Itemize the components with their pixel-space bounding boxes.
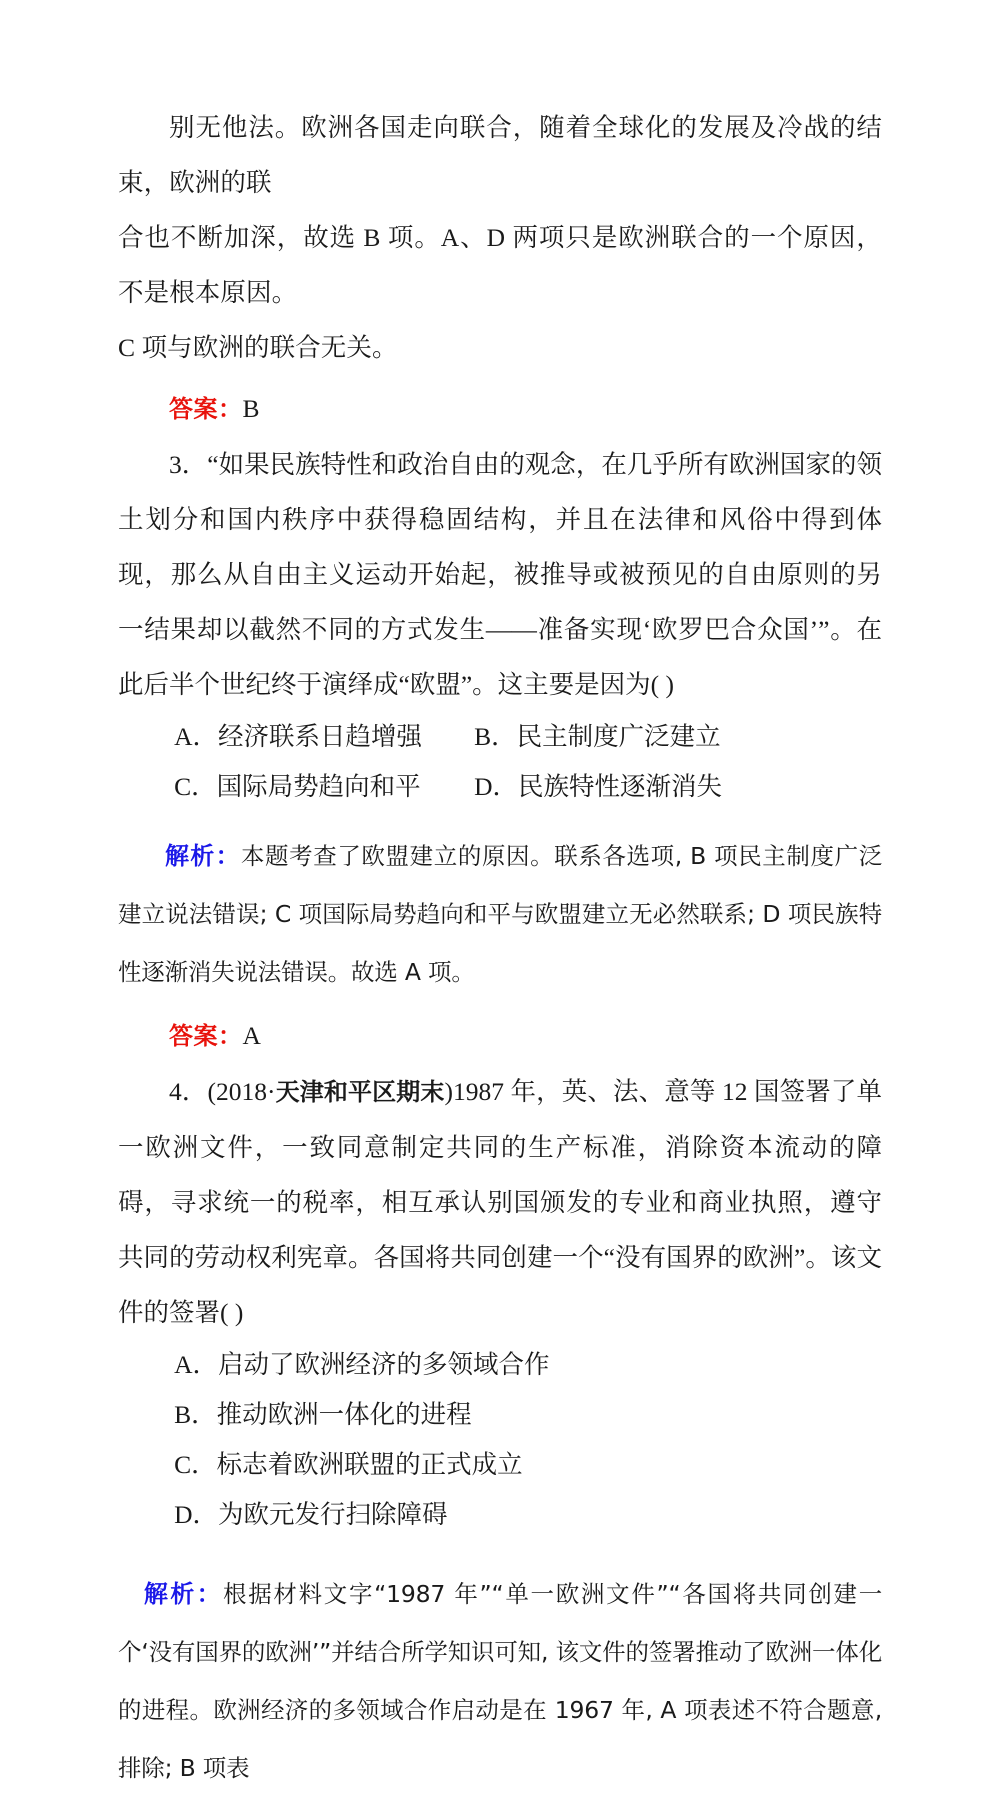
question-3-option-a[interactable] [174, 712, 474, 762]
question-3-answer-value: A [242, 1021, 261, 1050]
option-text: 为欧元发行扫除障碍 [218, 1500, 448, 1529]
parse-label: 解析： [143, 1580, 224, 1608]
question-4-source-name: 天津和平区期末 [275, 1078, 445, 1106]
option-key: A． [174, 1350, 219, 1379]
option-text: 启动了欧洲经济的多领域合作 [218, 1350, 550, 1379]
question-3-parse-text: 本题考查了欧盟建立的原因。联系各选项, B 项民主制度广泛建立说法错误; C 项国际局势趋向和平与欧盟建立无必然联系; D 项民族特性逐渐消失说法错误。故选 A 项。 [118, 842, 883, 986]
question-4-source-prefix: (2018· [207, 1077, 276, 1106]
question-3-option-b[interactable] [474, 712, 721, 762]
question-4-number: 4． [169, 1077, 208, 1106]
question-4-option-b[interactable] [118, 1390, 882, 1440]
option-text: 民主制度广泛建立 [516, 722, 721, 751]
option-key: B． [474, 722, 517, 751]
spacer [118, 1540, 882, 1566]
q2-explanation-block [118, 100, 882, 375]
option-key: C． [174, 772, 217, 801]
option-text: 经济联系日趋增强 [218, 722, 423, 751]
option-key: D． [474, 772, 519, 801]
question-3-stem-text: “如果民族特性和政治自由的观念，在几乎所有欧洲国家的领土划分和国内秩序中获得稳固结构，并且在法律和风俗中得到体现，那么从自由主义运动开始起，被推导或被预见的自由原则的另一结果却以截然不同的方式发生——准备实现‘欧罗巴合众国’”。在此后半个世纪终于演绎成“欧盟”。这主要是因为( ) [118, 450, 882, 699]
question-4-block [118, 1064, 882, 1540]
question-4-option-d[interactable] [118, 1490, 882, 1540]
question-4-stem-text: 1987 年，英、法、意等 12 国签署了单一欧洲文件，一致同意制定共同的生产标准，消除资本流动的障碍，寻求统一的税率，相互承认别国颁发的专业和商业执照，遵守共同的劳动权利宪章。各国将共同创建一个“没有国界的欧洲”。该文件的签署( ) [118, 1077, 882, 1327]
question-3-option-c[interactable] [174, 762, 474, 812]
question-3-parse [118, 828, 882, 1002]
question-4-parse-text: 根据材料文字“1987 年”“单一欧洲文件”“各国将共同创建一个‘没有国界的欧洲’”并结合所学知识可知, 该文件的签署推动了欧洲一体化的进程。欧洲经济的多领域合作启动是在 1967 年, A 项表述不符合题意, 排除; B 项表 [118, 1580, 883, 1782]
q2-answer-value: B [242, 394, 260, 423]
option-text: 民族特性逐渐消失 [518, 772, 723, 801]
option-key: A． [174, 722, 219, 751]
question-4-source-suffix: ) [444, 1077, 453, 1106]
question-3-option-d[interactable] [474, 762, 722, 812]
q2-explanation-line-1: 别无他法。欧洲各国走向联合，随着全球化的发展及冷战的结束，欧洲的联 [118, 113, 882, 197]
option-text: 标志着欧洲联盟的正式成立 [216, 1450, 523, 1479]
question-3-answer-row [118, 1008, 882, 1064]
question-4-option-c[interactable] [118, 1440, 882, 1490]
answer-label: 答案： [169, 1022, 243, 1050]
answer-label: 答案： [169, 395, 243, 423]
q2-explanation-line-2: 合也不断加深，故选 B 项。A、D 两项只是欧洲联合的一个原因，不是根本原因。 [118, 223, 882, 307]
spacer [118, 812, 882, 828]
question-4-stem [118, 1064, 882, 1340]
question-4-option-a[interactable] [118, 1340, 882, 1390]
parse-label: 解析： [165, 842, 241, 870]
question-3-number: 3． [169, 450, 208, 479]
q2-answer-row [118, 381, 882, 437]
option-text: 国际局势趋向和平 [216, 772, 421, 801]
option-key: B． [174, 1400, 217, 1429]
question-3-options-row-2 [118, 762, 882, 812]
option-key: C． [174, 1450, 217, 1479]
question-3-options-row-1 [118, 712, 882, 762]
option-key: D． [174, 1500, 219, 1529]
question-3-block [118, 437, 882, 812]
question-4-parse [118, 1566, 882, 1798]
option-text: 推动欧洲一体化的进程 [216, 1400, 472, 1429]
q2-explanation-line-3: C 项与欧洲的联合无关。 [118, 333, 398, 362]
question-3-stem [118, 437, 882, 712]
